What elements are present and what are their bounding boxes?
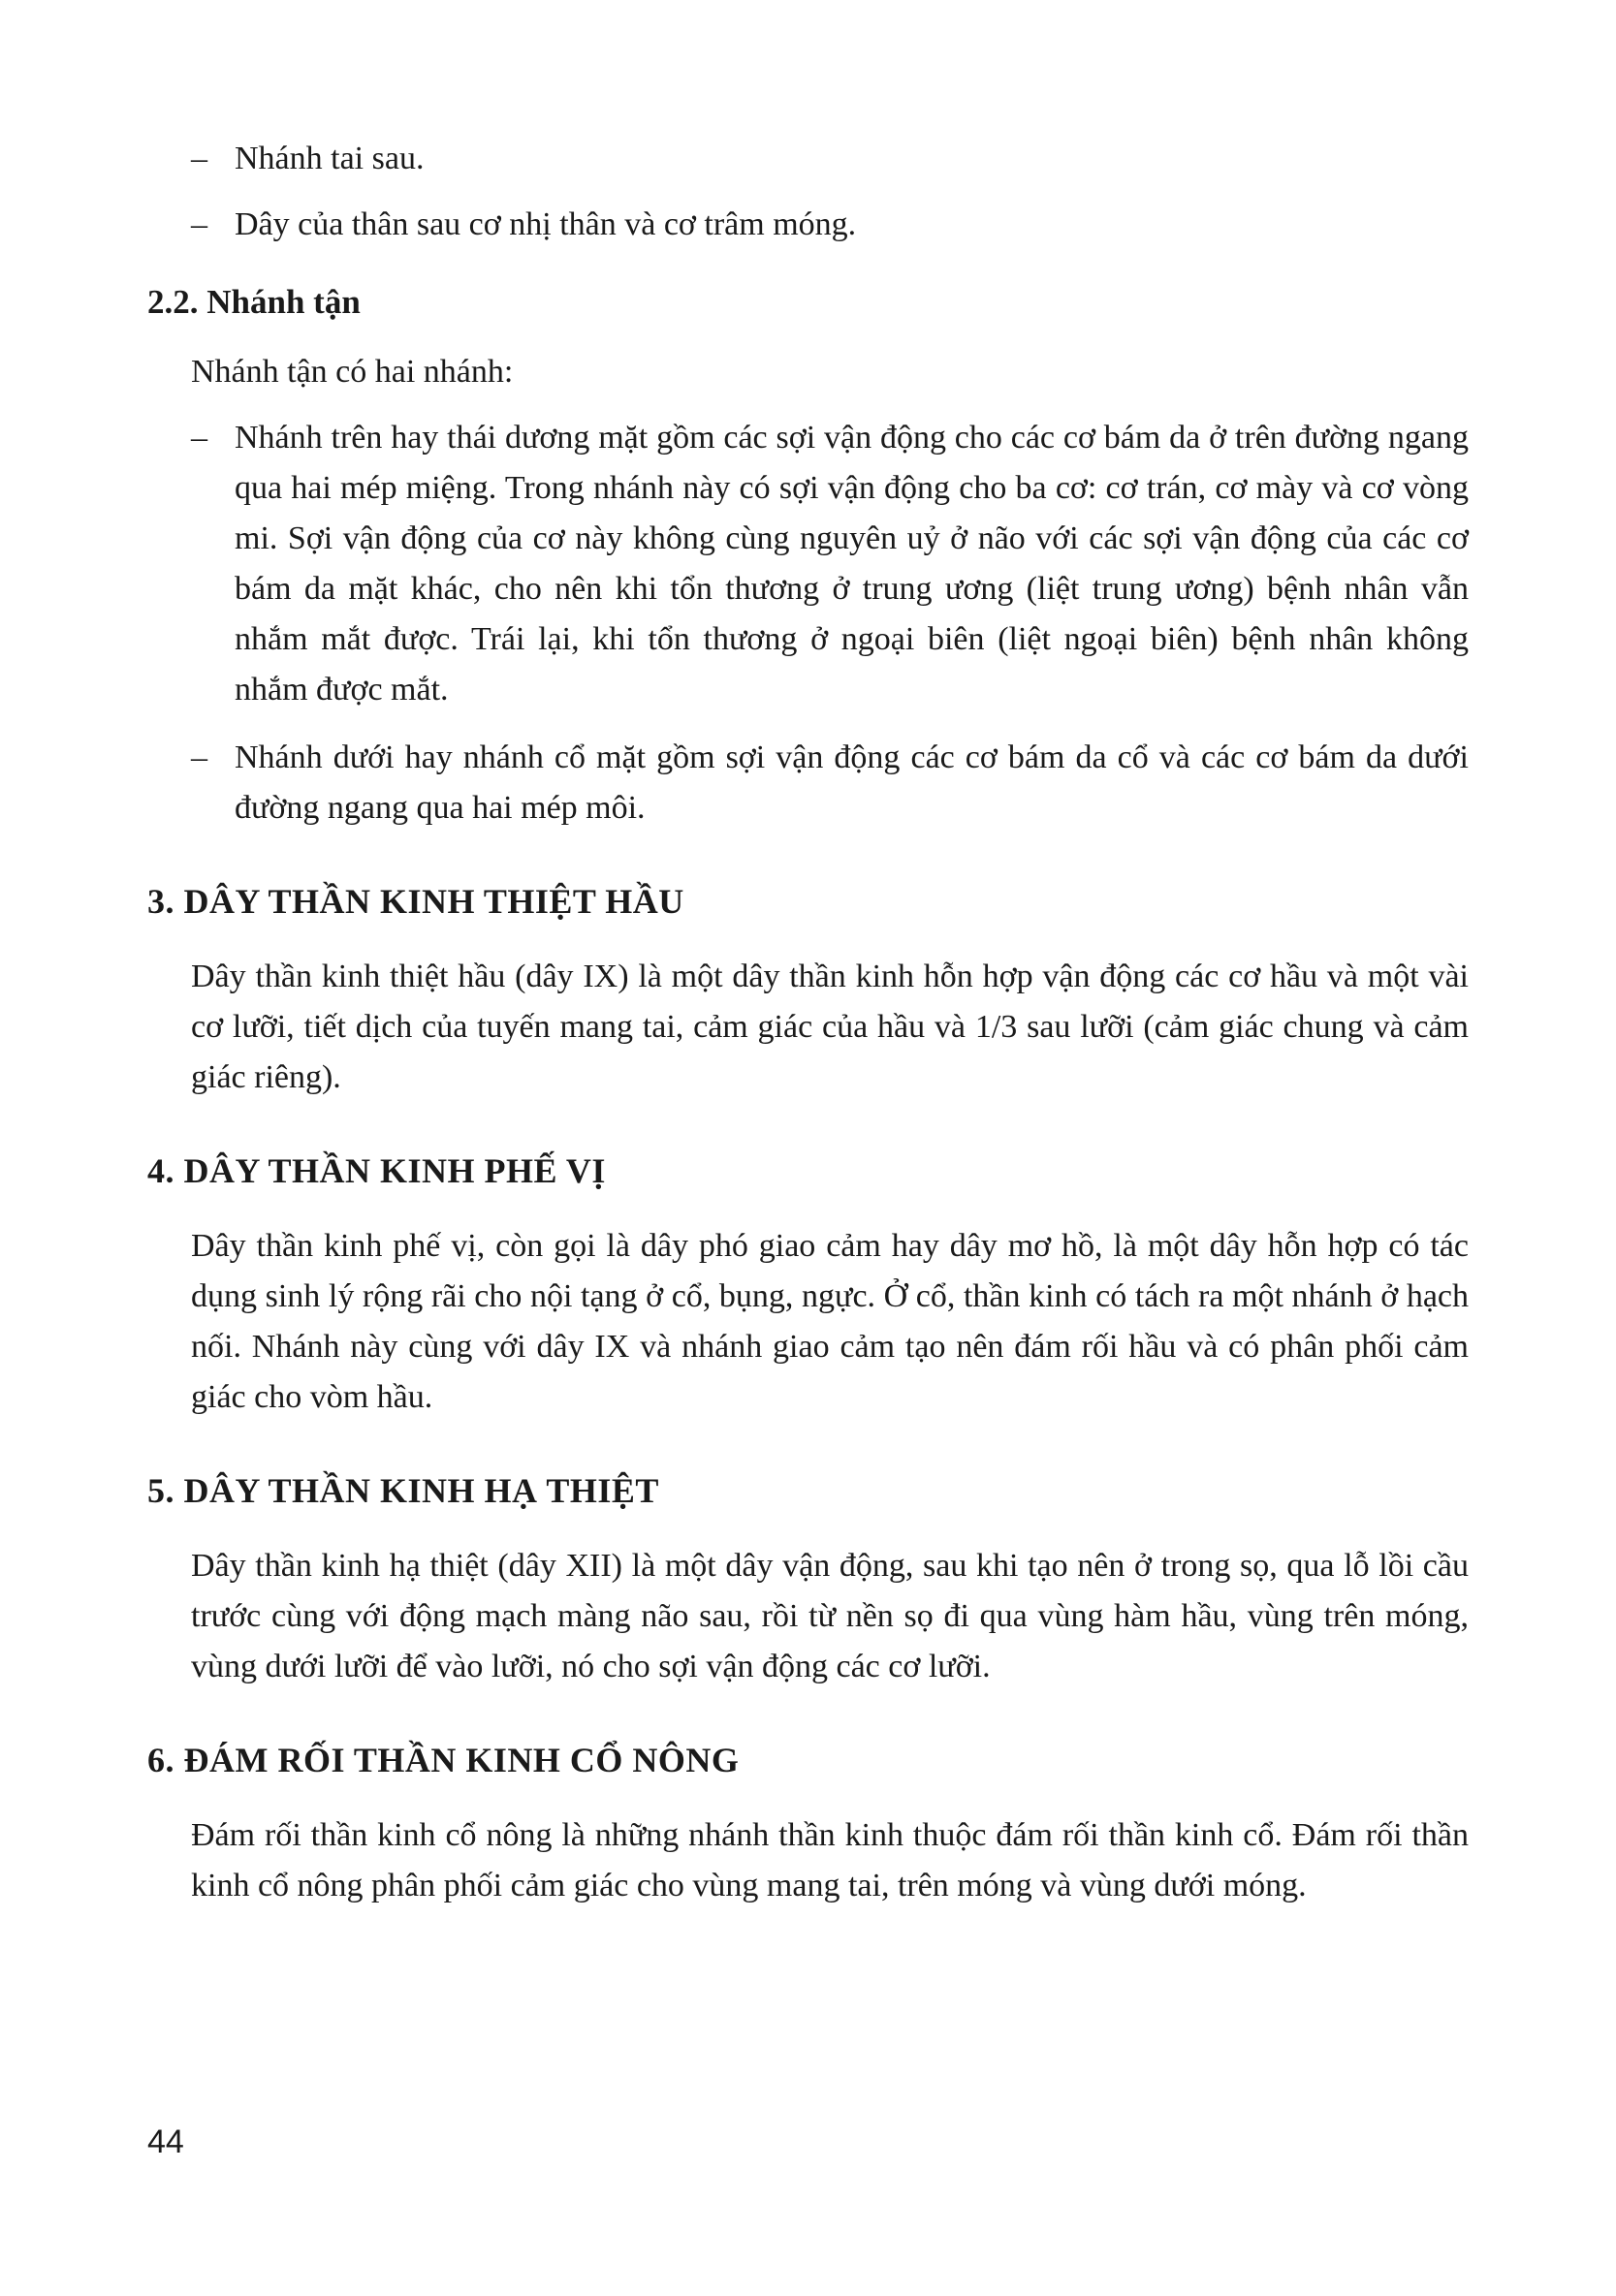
page-content [147, 134, 1469, 1911]
dash-marker: – [191, 206, 207, 242]
section-paragraph-4: Dây thần kinh phế vị, còn gọi là dây phó giao cảm hay dây mơ hồ, là một dây hỗn hợp có tác dụng sinh lý rộng rãi cho nội tạng ở cổ, bụng, ngực. Ở cổ, thần kinh có tách ra một nhánh ở hạch nối. Nhánh này cùng với dây IX và nhánh giao cảm tạo nên đám rối hầu và có phân phối cảm giác cho vòm hầu. [191, 1228, 1469, 1415]
section-paragraph-6: Đám rối thần kinh cổ nông là những nhánh thần kinh thuộc đám rối thần kinh cổ. Đám rối thần kinh cổ nông phân phối cảm giác cho vùng mang tai, trên móng và vùng dưới móng. [191, 1817, 1469, 1903]
dash-marker: – [191, 420, 207, 456]
dash-marker: – [191, 141, 207, 176]
section-paragraph-5: Dây thần kinh hạ thiệt (dây XII) là một dây vận động, sau khi tạo nên ở trong sọ, qua lỗ lồi cầu trước cùng với động mạch màng não sau, rồi từ nền sọ đi qua vùng hàm hầu, vùng trên móng, vùng dưới lưỡi để vào lưỡi, nó cho sợi vận động các cơ lưỡi. [191, 1548, 1469, 1684]
list-item-text: Nhánh trên hay thái dương mặt gồm các sợi vận động cho các cơ bám da ở trên đường ngang qua hai mép miệng. Trong nhánh này có sợi vận động cho ba cơ: cơ trán, cơ mày và cơ vòng mi. Sợi vận động của cơ này không cùng nguyên uỷ ở não với các sợi vận động của các cơ bám da mặt khác, cho nên khi tổn thương ở trung ương (liệt trung ương) bệnh nhân vẫn nhắm mắt được. Trái lại, khi tổn thương ở ngoại biên (liệt ngoại biên) bệnh nhân không nhắm được mắt. [235, 420, 1469, 708]
dash-marker: – [191, 739, 207, 775]
list-item-text: Nhánh dưới hay nhánh cổ mặt gồm sợi vận động các cơ bám da cổ và các cơ bám da dưới đường ngang qua hai mép môi. [235, 739, 1469, 826]
section-heading-3: 3. DÂY THẦN KINH THIỆT HẦU [147, 882, 684, 921]
section-heading-5: 5. DÂY THẦN KINH HẠ THIỆT [147, 1471, 659, 1510]
section-heading-6: 6. ĐÁM RỐI THẦN KINH CỔ NÔNG [147, 1741, 740, 1779]
list-item-text: Nhánh tai sau. [235, 141, 425, 176]
list-item [147, 134, 1469, 184]
page-number: 44 [147, 2123, 184, 2160]
list-item [147, 413, 1469, 715]
list-item [147, 733, 1469, 833]
section-heading-4: 4. DÂY THẦN KINH PHẾ VỊ [147, 1151, 606, 1190]
subsection-intro: Nhánh tận có hai nhánh: [191, 354, 514, 390]
subsection-heading-2-2: 2.2. Nhánh tận [147, 283, 361, 321]
list-item-text: Dây của thân sau cơ nhị thân và cơ trâm móng. [235, 206, 857, 242]
list-item [147, 200, 1469, 250]
section-paragraph-3: Dây thần kinh thiệt hầu (dây IX) là một dây thần kinh hỗn hợp vận động các cơ hầu và một vài cơ lưỡi, tiết dịch của tuyến mang tai, cảm giác của hầu và 1/3 sau lưỡi (cảm giác chung và cảm giác riêng). [191, 959, 1469, 1095]
